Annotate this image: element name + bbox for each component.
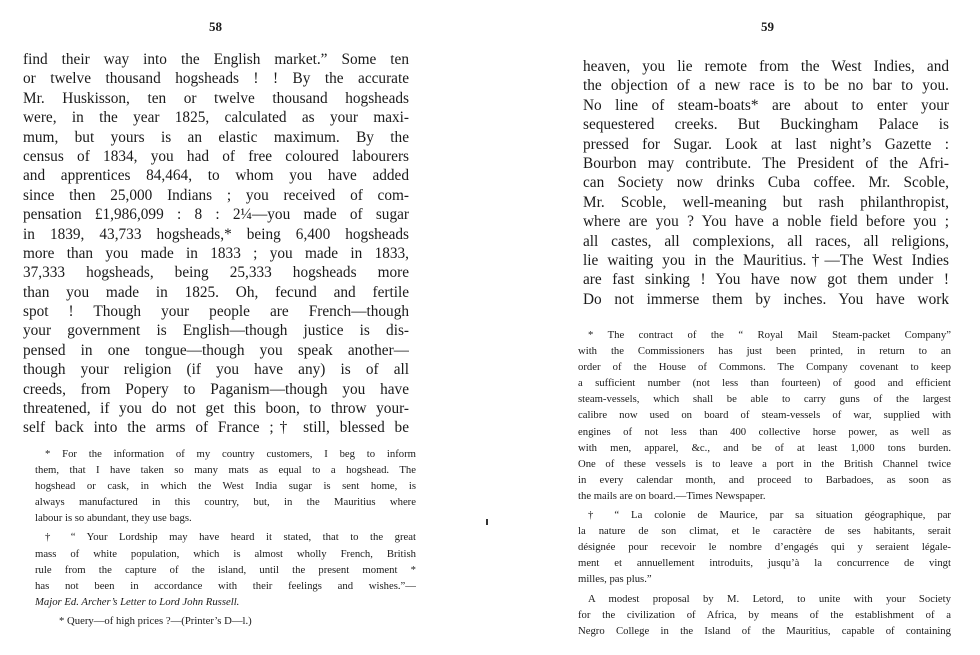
footnote-line: * For the information of my country customers, I beg to inform bbox=[45, 448, 416, 460]
footnote-line: with the Commissioners has just been printed, in return to an bbox=[578, 345, 951, 358]
footnote-line: with men, apparel, &c., and be of at least 1,000 tons burden. bbox=[578, 441, 951, 454]
footnote-line: in every calendar month, and proceed to Barbadoes, as soon as bbox=[578, 473, 951, 486]
text-line: No line of steam-boats* are about to enter your bbox=[583, 96, 949, 114]
footnote-line: * The contract of the “ Royal Mail Steam-packet Company” bbox=[588, 329, 951, 341]
text-line: pensation £1,986,099 : 8 : 2¼—you made of sugar bbox=[23, 206, 409, 224]
text-line: Bourbon may contribute. The President of the Afri- bbox=[583, 154, 949, 172]
footnote-line: the mails are on board.—Times Newspaper. bbox=[578, 489, 766, 502]
text-line: all castes, all complexions, all races, all religions, bbox=[583, 232, 949, 250]
text-line: where are you ? You have a noble field before you ; bbox=[583, 213, 949, 231]
footnote-query: * Query—of high prices ?—(Printer’s D—l.) bbox=[59, 614, 252, 627]
footnote-line: Negro College in the Island of the Mauritius, capable of containing bbox=[578, 624, 951, 637]
footnote-line: always manufactured in this country, but, in the Mauritius where bbox=[35, 496, 416, 509]
text-line: and apprentices 84,464, to whom you have added bbox=[23, 167, 409, 185]
text-line: pressed for Sugar. Look at last night’s Gazette : bbox=[583, 135, 949, 153]
text-line: Do not immerse them by inches. You have work bbox=[583, 290, 949, 308]
text-line: creeds, from Popery to Paganism—though you have bbox=[23, 380, 409, 398]
text-line: Mr. Huskisson, ten or twelve thousand hogsheads bbox=[23, 89, 409, 107]
footnote-line: mass of white population, which is almost wholly French, British bbox=[35, 547, 416, 560]
text-line: Mr. Scoble, well-meaning but rash philanthropist, bbox=[583, 193, 949, 211]
print-speck bbox=[486, 519, 488, 525]
text-line: since then 25,000 Indians ; you received of com- bbox=[23, 186, 409, 204]
footnote-line: engines of not less than 400 collective horse power, as well as bbox=[578, 425, 951, 438]
text-line: lie waiting you in the Mauritius.†—The West Indies bbox=[583, 251, 949, 269]
text-line: though your religion (if you have any) is of all bbox=[23, 361, 409, 379]
text-line: pensed in one tongue—though you speak another— bbox=[23, 341, 409, 359]
text-line: than you made in 1825. Oh, fecund and fertile bbox=[23, 283, 409, 301]
text-line: in 1839, 43,733 hogsheads,* being 6,400 hogsheads bbox=[23, 225, 409, 243]
text-line: find their way into the English market.” Some ten bbox=[23, 51, 409, 68]
footnote-line: for the civilization of Africa, by means of the establishment of a bbox=[578, 608, 951, 621]
footnote-line: milles, pas plus.” bbox=[578, 573, 652, 586]
text-line: the objection of a new race is to be no bar to you. bbox=[583, 77, 949, 95]
footnote-line: † “ Your Lordship may have heard it stated, that to the great bbox=[45, 531, 416, 544]
text-line: census of 1834, you had of free coloured labourers bbox=[23, 147, 409, 165]
footnote-line: calibre now used on board of steam-vessels of war, supplied with bbox=[578, 409, 951, 422]
footnotes bbox=[35, 446, 416, 629]
footnote-line: them, that I have taken so many mats as equal to a hogshead. The bbox=[35, 464, 416, 477]
text-line: 37,333 hogsheads, being 25,333 hogsheads more bbox=[23, 264, 409, 282]
text-line: threatened, if you do not get this boon, to throw your- bbox=[23, 400, 409, 418]
footnote-line: One of these vessels is to leave a port in the British Channel twice bbox=[578, 457, 951, 470]
body-text bbox=[583, 57, 949, 309]
footnote-line: labour is so abundant, they use bags. bbox=[35, 512, 192, 525]
text-line: or twelve thousand hogsheads ! ! By the accurate bbox=[23, 70, 409, 88]
footnote-line: a sufficient number (not less than fourteen) of good and efficient bbox=[578, 377, 951, 390]
text-line: can Society now drinks Cuba coffee. Mr. Scoble, bbox=[583, 174, 949, 192]
footnotes bbox=[578, 327, 951, 639]
footnote-line: has not been in accordance with their feelings and wishes.”— bbox=[35, 579, 416, 592]
text-line: spot ! Though your people are French—though bbox=[23, 303, 409, 321]
footnote-line: steam-vessels, which shall be able to carry guns of the largest bbox=[578, 393, 951, 406]
text-line: self back into the arms of France ;† still, blessed be bbox=[23, 419, 409, 437]
page-number: 59 bbox=[761, 19, 774, 34]
text-line: were, in the year 1825, calculated as your maxi- bbox=[23, 109, 409, 127]
text-line: mum, but yours is an elastic maximum. By the bbox=[23, 128, 409, 146]
footnote-line: rule from the capture of the island, until the present moment * bbox=[35, 563, 416, 576]
text-line: more than you made in 1833 ; you made in 1833, bbox=[23, 244, 409, 262]
footnote-signature: Major Ed. Archer’s Letter to Lord John Russell. bbox=[35, 595, 240, 608]
text-line: are fast sinking ! You have now got them under ! bbox=[583, 271, 949, 289]
text-line: heaven, you lie remote from the West Indies, and bbox=[583, 58, 949, 75]
body-text bbox=[23, 50, 409, 438]
footnote-line: hogshead or cask, in which the West India sugar is sent home, is bbox=[35, 480, 416, 493]
text-line: sequestered creeks. But Buckingham Palace is bbox=[583, 116, 949, 134]
text-line: your government is English—though justice is dis- bbox=[23, 322, 409, 340]
footnote-line: désignée pour recevoir le nombre d’engagés qui y seraient légale- bbox=[578, 541, 951, 554]
footnote-line: order of the House of Commons. The Company covenant to keep bbox=[578, 361, 951, 374]
footnote-line: la nature de son climat, et le caractère de ses habitants, serait bbox=[578, 525, 951, 538]
footnote-line: † “ La colonie de Maurice, par sa situation géographique, par bbox=[588, 509, 951, 522]
page-number: 58 bbox=[209, 19, 222, 34]
footnote-line: A modest proposal by M. Letord, to unite with your Society bbox=[588, 592, 951, 605]
footnote-line: ment et annuellement introduits, jusqu’à la concurrence de vingt bbox=[578, 557, 951, 570]
